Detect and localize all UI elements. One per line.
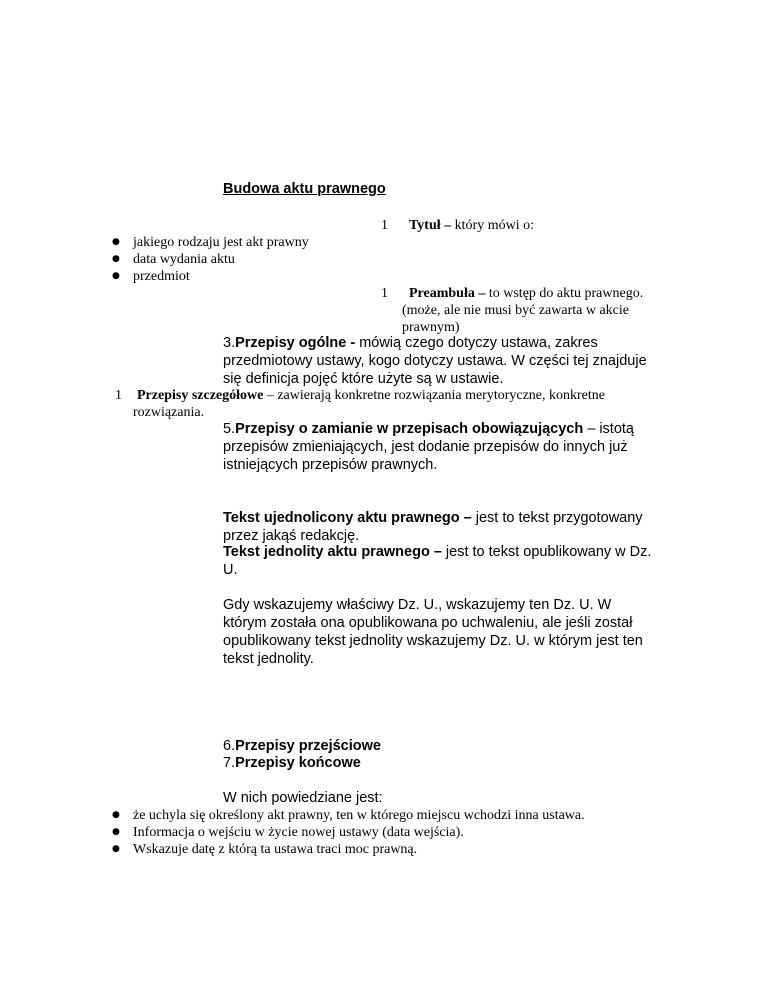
paragraph-line: którym została ona opublikowana po uchwaleniu, ale jeśli został	[223, 615, 633, 631]
definition-heading: Tekst jednolity aktu prawnego –	[223, 544, 442, 560]
paragraph-line: Gdy wskazujemy właściwy Dz. U., wskazujemy ten Dz. U. W	[223, 597, 612, 613]
section-text: prawnym)	[402, 320, 460, 335]
list-item-text: że uchyla się określony akt prawny, ten w którego miejscu wchodzi inna ustawa.	[133, 808, 585, 823]
bullet-icon: ●	[112, 271, 120, 281]
bullet-icon: ●	[112, 827, 120, 837]
section-przepisy-koncowe	[223, 754, 361, 772]
section-heading: Przepisy szczegółowe	[137, 388, 264, 403]
section-number: 3.	[223, 335, 236, 351]
section-text: – istotą	[583, 421, 634, 437]
bullet-icon: ●	[112, 237, 120, 247]
section-tytul	[381, 217, 534, 234]
section-przepisy-o-zmianie	[223, 420, 634, 438]
section-preambula	[381, 285, 643, 302]
definition-text: przez jakąś redakcję.	[223, 528, 360, 544]
paragraph-line: tekst jednolity.	[223, 651, 314, 667]
section-text: (może, ale nie musi być zawarta w akcie	[402, 303, 630, 318]
section-number: 1	[381, 286, 388, 301]
section-text: istniejących przepisów prawnych.	[223, 457, 438, 473]
section-number: 6.	[223, 738, 236, 754]
section-heading: Przepisy o zamianie w przepisach obowiązujących	[235, 421, 584, 437]
bullet-icon: ●	[112, 810, 120, 820]
definition-text: jest to tekst przygotowany	[471, 510, 643, 526]
section-text: który mówi o:	[451, 218, 534, 233]
section-heading: Tytuł –	[409, 218, 452, 233]
definition-text: jest to tekst opublikowany w Dz.	[441, 544, 652, 560]
section-heading: Preambuła –	[409, 286, 486, 301]
bullet-icon: ●	[112, 844, 120, 854]
section-text: rozwiązania.	[133, 405, 205, 420]
section-heading: Przepisy ogólne -	[235, 335, 360, 351]
section-number: 1	[115, 388, 122, 403]
section-przepisy-przejsciowe	[223, 737, 381, 755]
section-text: – zawierają konkretne rozwiązania merytoryczne, konkretne	[263, 388, 606, 403]
definition-tekst-jednolity	[223, 543, 651, 561]
section-number: 5.	[223, 421, 236, 437]
section-text: przedmiotowy ustawy, kogo dotyczy ustawa. W części tej znajduje	[223, 353, 647, 369]
section-text: to wstęp do aktu prawnego.	[485, 286, 644, 301]
definition-tekst-ujednolicony	[223, 509, 643, 527]
list-item-text: Informacja o wejściu w życie nowej ustawy (data wejścia).	[133, 825, 464, 840]
definition-text: U.	[223, 562, 238, 578]
section-przepisy-ogolne	[223, 334, 598, 352]
list-item-text: jakiego rodzaju jest akt prawny	[133, 235, 309, 250]
document-title: Budowa aktu prawnego	[223, 181, 386, 197]
section-heading: Przepisy końcowe	[235, 755, 361, 771]
section-przepisy-szczegolowe	[115, 387, 605, 404]
list-item-text: Wskazuje datę z którą ta ustawa traci moc prawną.	[133, 842, 418, 857]
section-text: mówią czego dotyczy ustawa, zakres	[359, 335, 598, 351]
section-number: 7.	[223, 755, 236, 771]
section-text: się definicja pojęć które użyte są w ustawie.	[223, 371, 504, 387]
list-item-text: data wydania aktu	[133, 252, 235, 267]
definition-heading: Tekst ujednolicony aktu prawnego –	[223, 510, 472, 526]
section-text: przepisów zmieniających, jest dodanie przepisów do innych już	[223, 439, 628, 455]
final-intro: W nich powiedziane jest:	[223, 790, 383, 806]
section-heading: Przepisy przejściowe	[235, 738, 381, 754]
paragraph-line: opublikowany tekst jednolity wskazujemy Dz. U. w którym jest ten	[223, 633, 643, 649]
bullet-icon: ●	[112, 254, 120, 264]
section-number: 1	[381, 218, 388, 233]
list-item-text: przedmiot	[133, 269, 190, 284]
